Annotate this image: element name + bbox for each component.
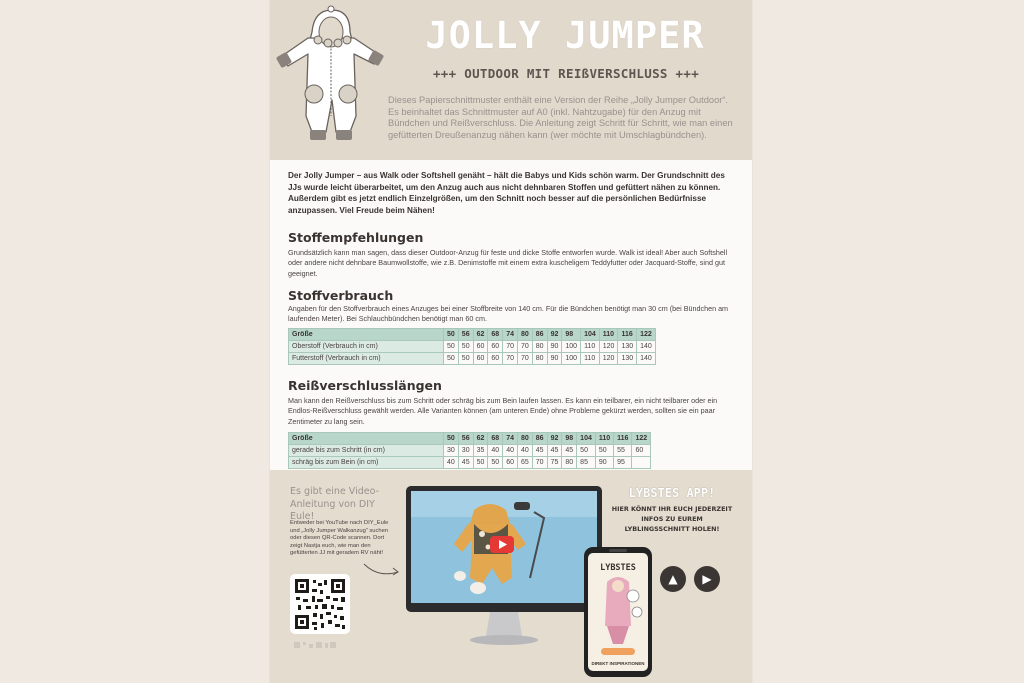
table-cell: 100 [562, 353, 581, 365]
page-subtitle: +++ OUTDOOR MIT REIßVERSCHLUSS +++ [432, 66, 700, 81]
table-cell: 80 [532, 353, 547, 365]
table-cell: 85 [577, 457, 596, 469]
play-store-icon[interactable]: ▶ [694, 566, 720, 592]
table-row [289, 457, 651, 469]
qr-code-faded-icon [294, 640, 336, 654]
table-cell: 116 [614, 433, 632, 445]
table-header-row [289, 329, 656, 341]
table-cell: 95 [614, 457, 632, 469]
table-row [289, 445, 651, 457]
table-cell: 56 [458, 329, 473, 341]
phone-caption: DIREKT INSPIRATIONEN [591, 661, 645, 666]
table-cell: 98 [562, 433, 577, 445]
table-cell: 122 [632, 433, 651, 445]
table-cell: 45 [458, 457, 473, 469]
table-cell: 40 [503, 445, 518, 457]
table-cell: 68 [488, 433, 503, 445]
table-row [289, 353, 656, 365]
table-cell: 104 [577, 433, 596, 445]
heading-reissverschlusslaengen: Reißverschlusslängen [288, 378, 442, 393]
heading-stoffverbrauch: Stoffverbrauch [288, 288, 394, 303]
table-cell: 140 [637, 353, 656, 365]
table-cell: 130 [618, 353, 637, 365]
phone-logo: LYBSTES [600, 563, 636, 573]
qr-code[interactable] [290, 574, 350, 634]
table-cell: 62 [473, 329, 488, 341]
table-cell: 65 [517, 457, 532, 469]
app-title: LYBSTES APP! [628, 486, 716, 500]
table-cell: 70 [517, 353, 532, 365]
table-row-label: Futterstoff (Verbrauch in cm) [289, 353, 444, 365]
verbrauch-paragraph: Angaben für den Stoffverbrauch eines Anzuges bei einer Stoffbreite von 140 cm. Für die Bündchen benötigt man 30 cm (bei Bündchen am laufenden Meter). Bei Schlauchbündchen benötigt man 60 cm. [288, 304, 729, 324]
table-cell: 98 [562, 329, 581, 341]
table-cell: 35 [473, 445, 488, 457]
page-title: JOLLY JUMPER [425, 14, 705, 57]
table-cell: 56 [458, 433, 473, 445]
video-heading: Es gibt eine Video-Anleitung von DIY Eule! [290, 486, 380, 522]
table-cell: 70 [532, 457, 547, 469]
app-store-icon[interactable]: ▲ [660, 566, 686, 592]
monitor-video[interactable] [404, 484, 604, 654]
header-description: Dieses Papierschnittmuster enthält eine Version der Reihe „Jolly Jumper Outdoor“. Es beinhaltet das Schnittmuster auf A0 (inkl. Nahtzugabe) für den Anzug mit Bündchen und Reißverschluss. Die Anleitung zeigt Schritt für Schritt, wie man einen gefütterten Dreußenanzug nähen kann (wer möchte mit Umschlagbündchen). [388, 95, 733, 140]
table-cell: 60 [473, 353, 488, 365]
table-cell: 68 [488, 329, 503, 341]
table-row-label: Größe [289, 329, 444, 341]
table-cell: 104 [581, 329, 600, 341]
table-cell: 130 [618, 341, 637, 353]
table-cell: 50 [444, 329, 459, 341]
table-cell: 92 [547, 329, 562, 341]
table-cell: 110 [581, 341, 600, 353]
table-cell: 50 [444, 433, 459, 445]
table-cell: 120 [599, 353, 618, 365]
table-cell: 86 [532, 329, 547, 341]
table-cell: 45 [532, 445, 547, 457]
table-cell: 50 [473, 457, 488, 469]
intro-paragraph: Der Jolly Jumper – aus Walk oder Softshell genäht – hält die Babys und Kids schön warm. Der Grundschnitt des JJs wurde leicht überarbeitet, um den Anzug auch aus nicht dehnbaren Stoffen und gefüttert nähen zu können. Außerdem gibt es jetzt endlich Einzelgrößen, um den Schnitt noch besser auf die persönlichen Bedürfnisse anzupassen. Viel Freude beim Nähen! [288, 171, 725, 215]
table-cell: 45 [547, 445, 562, 457]
fabric-usage-table [288, 328, 656, 365]
table-row-label: Oberstoff (Verbrauch in cm) [289, 341, 444, 353]
table-cell: 60 [488, 353, 503, 365]
table-cell: 30 [458, 445, 473, 457]
table-row [289, 341, 656, 353]
table-cell [632, 457, 651, 469]
table-cell: 50 [444, 341, 459, 353]
table-cell: 140 [637, 341, 656, 353]
table-cell: 40 [488, 445, 503, 457]
table-cell: 60 [503, 457, 518, 469]
zipper-length-table [288, 432, 651, 469]
table-cell: 75 [547, 457, 562, 469]
table-cell: 80 [517, 329, 532, 341]
table-cell: 50 [444, 353, 459, 365]
table-cell: 40 [444, 457, 459, 469]
table-cell: 80 [532, 341, 547, 353]
table-row-label: gerade bis zum Schritt (in cm) [289, 445, 444, 457]
table-cell: 70 [503, 353, 518, 365]
stoff-paragraph: Grundsätzlich kann man sagen, dass dieser Outdoor-Anzug für feste und dicke Stoffe entworfen wurde. Walk ist ideal! Aber auch Softshell oder andere nicht dehnbare Baumwollstoffe, wie z.B. Denimstoffe mit einem extra kuscheligem Teddyfutter oder Jacquard-Stoffe, sind gut geeignet. [288, 248, 728, 278]
table-row-label: Größe [289, 433, 444, 445]
qr-code-icon [290, 574, 350, 634]
table-cell: 110 [581, 353, 600, 365]
table-cell: 70 [517, 341, 532, 353]
phone-mockup [583, 546, 653, 678]
table-cell: 122 [637, 329, 656, 341]
table-row-label: schräg bis zum Bein (in cm) [289, 457, 444, 469]
rv-paragraph: Man kann den Reißverschluss bis zum Schritt oder schräg bis zum Bein laufen lassen. Es kann ein teilbarer, ein nicht teilbarer oder ein Endlos-Reißverschluss gewählt werden. Alle Varianten können (am unteren Ende) ohne Probleme gekürzt werden, sollten sie ein paar Zentimeter zu lang sein. [288, 396, 718, 426]
table-cell: 80 [562, 457, 577, 469]
table-cell: 50 [458, 341, 473, 353]
table-cell: 74 [503, 433, 518, 445]
table-cell: 62 [473, 433, 488, 445]
table-cell: 40 [517, 445, 532, 457]
table-cell: 45 [562, 445, 577, 457]
table-cell: 74 [503, 329, 518, 341]
table-cell: 60 [473, 341, 488, 353]
table-cell: 50 [595, 445, 613, 457]
table-header-row [289, 433, 651, 445]
table-cell: 116 [618, 329, 637, 341]
table-cell: 80 [517, 433, 532, 445]
table-cell: 50 [577, 445, 596, 457]
jumpsuit-illustration [274, 4, 386, 154]
table-cell: 92 [547, 433, 562, 445]
table-cell: 60 [488, 341, 503, 353]
heading-stoffempfehlungen: Stoffempfehlungen [288, 230, 424, 245]
table-cell: 90 [547, 353, 562, 365]
table-cell: 110 [595, 433, 613, 445]
table-cell: 120 [599, 341, 618, 353]
table-cell: 60 [632, 445, 651, 457]
table-cell: 70 [503, 341, 518, 353]
pattern-booklet-page [270, 0, 752, 683]
table-cell: 30 [444, 445, 459, 457]
table-cell: 50 [488, 457, 503, 469]
table-cell: 55 [614, 445, 632, 457]
table-cell: 100 [562, 341, 581, 353]
table-cell: 90 [547, 341, 562, 353]
table-cell: 90 [595, 457, 613, 469]
curved-arrow-icon [362, 560, 402, 580]
app-description: HIER KÖNNT IHR EUCH JEDERZEIT INFOS ZU EUREM LYBLINGSSCHNITT HOLEN! [611, 505, 733, 533]
table-cell: 110 [599, 329, 618, 341]
table-cell: 50 [458, 353, 473, 365]
table-cell: 86 [532, 433, 547, 445]
video-instructions: Entweder bei YouTube nach DIY_Eule und „Jolly Jumper Walkanzug“ suchen oder diesen QR-Code scannen. Dort zeigt Nastja euch, wie man den gefütterten JJ mit geradem RV näht! [290, 520, 389, 557]
